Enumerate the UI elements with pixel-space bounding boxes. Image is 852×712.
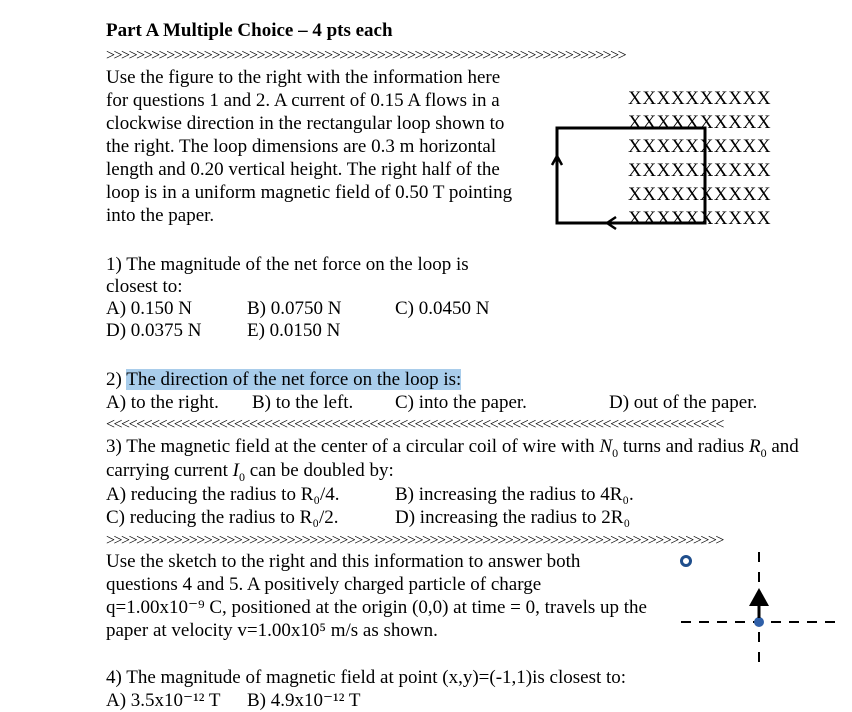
intro2-line-4: paper at velocity v=1.00x10⁵ m/s as shown.	[106, 620, 438, 641]
q3-option-b[interactable]: B) increasing the radius to 4R₀.	[395, 484, 634, 505]
q2-option-a[interactable]: A) to the right.	[106, 392, 219, 413]
field-row-2: XXXXXXXXXX	[628, 112, 772, 133]
q1-option-a[interactable]: A) 0.150 N	[106, 298, 193, 319]
intro2-line-1: Use the sketch to the right and this information to answer both	[106, 551, 581, 572]
intro-line-4: the right. The loop dimensions are 0.3 m horizontal	[106, 136, 497, 157]
q4-option-a[interactable]: A) 3.5x10⁻¹² T	[106, 690, 221, 711]
q2-option-d[interactable]: D) out of the paper.	[609, 392, 758, 413]
intro2-line-2: questions 4 and 5. A positively charged particle of charge	[106, 574, 542, 595]
q1-option-e[interactable]: E) 0.0150 N	[247, 320, 341, 341]
field-row-1: XXXXXXXXXX	[628, 88, 772, 109]
intro-line-2: for questions 1 and 2. A current of 0.15 A flows in a	[106, 90, 500, 111]
q3-option-c[interactable]: C) reducing the radius to R₀/2.	[106, 507, 339, 528]
intro-line-7: into the paper.	[106, 205, 215, 226]
intro-line-3: clockwise direction in the rectangular loop shown to	[106, 113, 505, 134]
intro-line-5: length and 0.20 vertical height. The right half of the	[106, 159, 500, 180]
q1-option-d[interactable]: D) 0.0375 N	[106, 320, 202, 341]
q4-option-b[interactable]: B) 4.9x10⁻¹² T	[247, 690, 361, 711]
q1-stem-line-1: 1) The magnitude of the net force on the loop is	[106, 254, 469, 275]
divider-left-arrows: <<<<<<<<<<<<<<<<<<<<<<<<<<<<<<<<<<<<<<<<<<<<<<<<<<<<<<<<<<<<<<<<<<<<<<<<<<<<<<<<<<	[106, 416, 723, 433]
field-row-6: XXXXXXXXXX	[628, 208, 772, 229]
q2-option-b[interactable]: B) to the left.	[252, 392, 354, 413]
q3-stem-line-1: 3) The magnetic field at the center of a circular coil of wire with $N_0$ turns and radius $R_0$ and	[106, 436, 799, 460]
particle-icon	[754, 617, 764, 627]
field-row-3: XXXXXXXXXX	[628, 136, 772, 157]
q2-option-c[interactable]: C) into the paper.	[395, 392, 527, 413]
q3-option-d[interactable]: D) increasing the radius to 2R₀	[395, 507, 631, 528]
q1-option-c[interactable]: C) 0.0450 N	[395, 298, 490, 319]
q4-stem: 4) The magnitude of magnetic field at point (x,y)=(-1,1)is closest to:	[106, 667, 627, 688]
divider-right-arrows-2: >>>>>>>>>>>>>>>>>>>>>>>>>>>>>>>>>>>>>>>>>>>>>>>>>>>>>>>>>>>>>>>>>>>>>>>>>>>>>>>>>>	[106, 532, 723, 549]
point-marker-icon	[682, 557, 691, 566]
divider-right-arrows: >>>>>>>>>>>>>>>>>>>>>>>>>>>>>>>>>>>>>>>>>>>>>>>>>>>>>>>>>>>>>>>>>>>>>	[106, 47, 626, 64]
intro2-line-3: q=1.00x10⁻⁹ C, positioned at the origin (0,0) at time = 0, travels up the	[106, 597, 647, 618]
q1-stem-line-2: closest to:	[106, 276, 183, 297]
q3-stem-line-2: carrying current $I_0$ can be doubled by:	[106, 460, 394, 484]
velocity-arrow-icon	[749, 588, 769, 606]
intro-line-1: Use the figure to the right with the information here	[106, 67, 501, 88]
part-heading: Part A Multiple Choice – 4 pts each	[106, 20, 393, 41]
q3-option-a[interactable]: A) reducing the radius to R₀/4.	[106, 484, 340, 505]
field-row-5: XXXXXXXXXX	[628, 184, 772, 205]
q2-stem-highlighted[interactable]: The direction of the net force on the loop is:	[126, 369, 462, 390]
q1-option-b[interactable]: B) 0.0750 N	[247, 298, 342, 319]
q2-number: 2)	[106, 369, 127, 390]
field-row-4: XXXXXXXXXX	[628, 160, 772, 181]
intro-line-6: loop is in a uniform magnetic field of 0.50 T pointing	[106, 182, 513, 203]
